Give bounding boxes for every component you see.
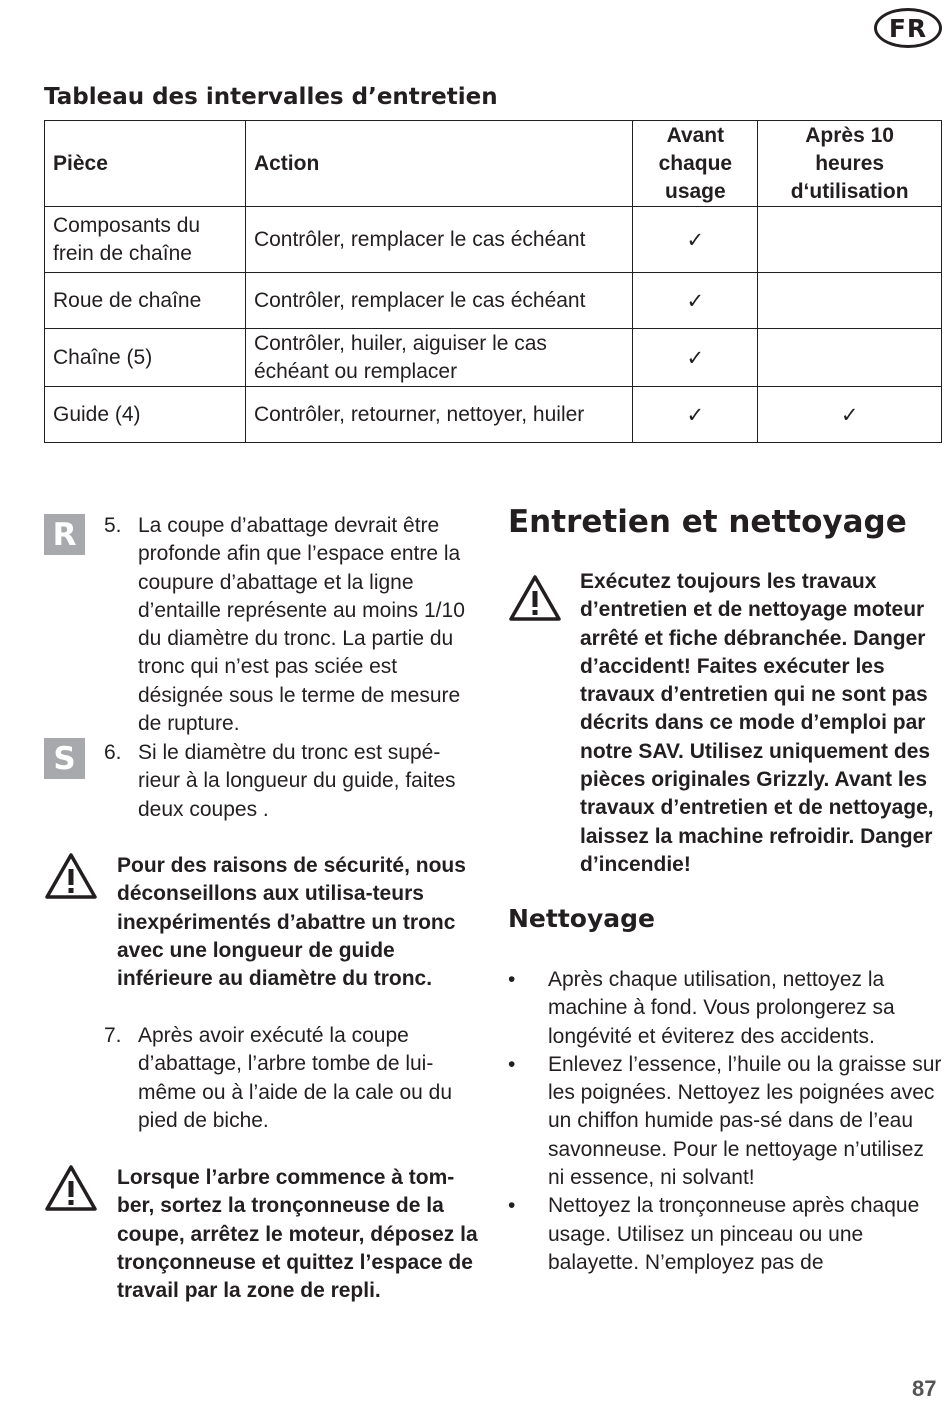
- list-item: [104, 1022, 484, 1135]
- warning-block: [44, 1164, 484, 1314]
- header-part: Pièce: [45, 121, 246, 207]
- list-item: [104, 512, 484, 738]
- cell-part: Roue de chaîne: [45, 273, 246, 329]
- cell-after-10h: [758, 273, 942, 329]
- list-number: 7.: [104, 1024, 122, 1047]
- cell-action: Contrôler, retourner, nettoyer, huiler: [245, 387, 633, 443]
- list-text: Après avoir exécuté la coupe d’abattage, l’arbre tombe de lui-même ou à l’aide de la cale ou du pied de biche.: [138, 1024, 453, 1132]
- check-icon: ✓: [633, 273, 758, 329]
- warning-icon: [44, 1164, 98, 1212]
- check-icon: ✓: [633, 329, 758, 387]
- table-row: [45, 207, 942, 273]
- cell-part: Chaîne (5): [45, 329, 246, 387]
- list-item: [508, 966, 944, 1051]
- cell-part: Guide (4): [45, 387, 246, 443]
- list-text: Si le diamètre du tronc est supé-rieur à la longueur du guide, faites deux coupes .: [138, 741, 456, 821]
- bullet-icon: •: [508, 1052, 516, 1076]
- table-header-row: [45, 121, 942, 207]
- warning-icon: [508, 574, 562, 622]
- cell-action: Contrôler, huiler, aiguiser le cas échéant ou remplacer: [245, 329, 633, 387]
- header-after-10h: Après 10 heures d‘utilisation: [758, 121, 942, 207]
- bullet-list: [508, 966, 944, 1277]
- warning-text: Pour des raisons de sécurité, nous déconseillons aux utilisa-teurs inexpérimentés d’abattre un tronc avec une longueur de guide inférieure au diamètre du tronc.: [117, 854, 466, 991]
- bullet-icon: •: [508, 968, 516, 991]
- check-icon: ✓: [633, 387, 758, 443]
- list-text: La coupe d’abattage devrait être profonde afin que l’espace entre la coupure d’abattage et la ligne d’entaille représente au moins 1/10 du diamètre du tronc. La partie du tronc qui n’est pas sciée est désignée sous le terme de mesure de rupture.: [138, 514, 465, 736]
- bullet-text: Après chaque utilisation, nettoyez la machine à fond. Vous prolongerez sa longévité et éviterez des accidents.: [548, 968, 895, 1048]
- maintenance-table: [44, 120, 942, 443]
- list-item: [104, 739, 484, 824]
- warning-block: [508, 568, 944, 888]
- check-icon: ✓: [758, 387, 942, 443]
- cell-after-10h: [758, 329, 942, 387]
- language-badge: FR: [874, 8, 942, 48]
- cell-part: Composants du frein de chaîne: [45, 207, 246, 273]
- warning-text: Lorsque l’arbre commence à tom-ber, sortez la tronçonneuse de la coupe, arrêtez le moteur, déposez la tronçonneuse et quittez l’espace de travail par la zone de repli.: [117, 1166, 478, 1303]
- list-item: [508, 1051, 944, 1192]
- section-title: Entretien et nettoyage: [508, 504, 907, 540]
- list-item: [508, 1192, 944, 1277]
- warning-text: Exécutez toujours les travaux d’entretien et de nettoyage moteur arrêté et fiche débranchée. Danger d’accident! Faites exécuter les travaux d’entretien qui ne sont pas décrits dans ce mode d’emploi par notre SAV. Utilisez uniquement des pièces originales Grizzly. Avant les travaux d’entretien et de nettoyage, laissez la machine refroidir. Danger d’incendie!: [580, 570, 934, 876]
- side-tab-s: S: [44, 738, 85, 779]
- header-before-use: Avant chaque usage: [633, 121, 758, 207]
- warning-block: [44, 852, 484, 1002]
- cell-action: Contrôler, remplacer le cas échéant: [245, 207, 633, 273]
- table-title: Tableau des intervalles d’entretien: [44, 84, 498, 110]
- table-row: [45, 387, 942, 443]
- table-row: [45, 329, 942, 387]
- list-number: 6.: [104, 741, 122, 764]
- header-action: Action: [245, 121, 633, 207]
- bullet-icon: •: [508, 1194, 516, 1218]
- cell-after-10h: [758, 207, 942, 273]
- bullet-text: Enlevez l’essence, l’huile ou la graisse sur les poignées. Nettoyez les poignées avec un chiffon humide pas-sé dans de l’eau savonneuse. Pour le nettoyage n’utilisez ni essence, ni solvant!: [548, 1052, 942, 1190]
- page-number: 87: [912, 1376, 937, 1401]
- check-icon: ✓: [633, 207, 758, 273]
- bullet-text: Nettoyez la tronçonneuse après chaque usage. Utilisez un pinceau ou une balayette. N’employez pas de: [548, 1194, 920, 1274]
- warning-icon: [44, 852, 98, 900]
- cell-action: Contrôler, remplacer le cas échéant: [245, 273, 633, 329]
- list-number: 5.: [104, 514, 122, 537]
- side-tab-r: R: [44, 514, 85, 555]
- subsection-title: Nettoyage: [508, 904, 655, 933]
- table-row: [45, 273, 942, 329]
